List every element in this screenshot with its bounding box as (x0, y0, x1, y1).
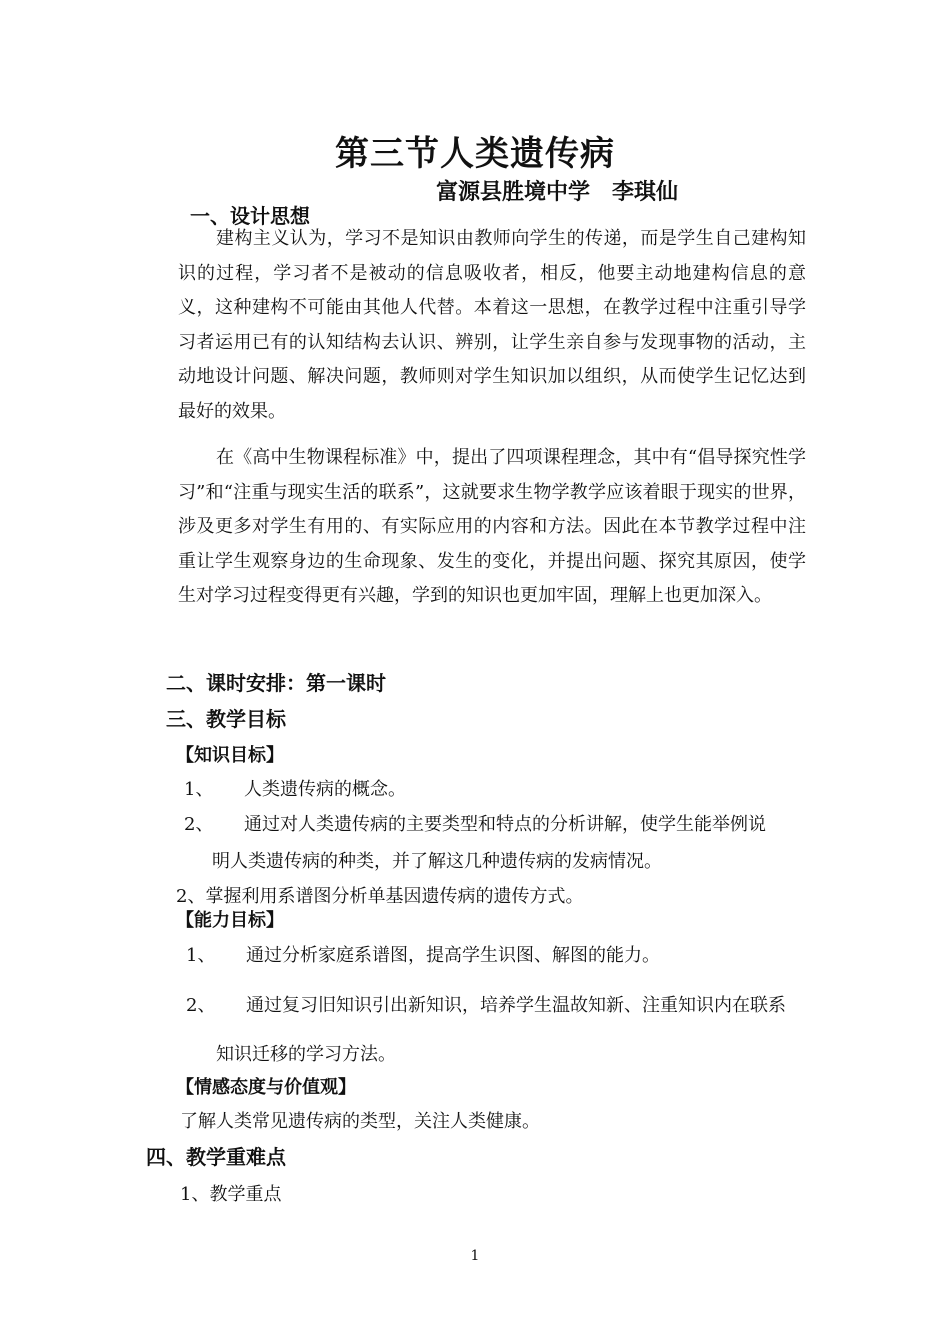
emotion-goals-label: 【情感态度与价值观】 (176, 1077, 356, 1098)
document-title: 第三节人类遗传病 (335, 134, 615, 174)
section-1-heading: 一、设计思想 (190, 204, 310, 228)
section-4-heading: 四、教学重难点 (146, 1145, 286, 1169)
ability-goals-label: 【能力目标】 (176, 910, 284, 931)
section-3-heading: 三、教学目标 (166, 707, 286, 731)
list-text: 人类遗传病的概念。 (244, 779, 406, 800)
author-line: 富源县胜境中学 李琪仙 (436, 180, 679, 205)
knowledge-item-1 (184, 775, 406, 801)
list-number: 1、 (186, 945, 216, 966)
list-number: 2、 (186, 995, 216, 1016)
knowledge-item-2 (184, 810, 766, 836)
section-4-item-1: 1、教学重点 (180, 1184, 282, 1205)
list-number: 2、 (184, 814, 214, 835)
knowledge-item-2-continued: 明人类遗传病的种类，并了解这几种遗传病的发病情况。 (212, 851, 662, 872)
ability-item-1 (186, 941, 660, 967)
page-number: 1 (470, 1248, 480, 1264)
section-2-heading: 二、课时安排：第一课时 (166, 671, 386, 695)
ability-item-2 (186, 991, 786, 1017)
list-text: 通过对人类遗传病的主要类型和特点的分析讲解，使学生能举例说 (244, 814, 766, 835)
knowledge-goals-label: 【知识目标】 (176, 745, 284, 766)
emotion-text: 了解人类常见遗传病的类型，关注人类健康。 (180, 1111, 540, 1132)
list-number: 1、 (184, 779, 214, 800)
list-text: 通过复习旧知识引出新知识，培养学生温故知新、注重知识内在联系 (246, 995, 786, 1016)
ability-item-2-continued: 知识迁移的学习方法。 (216, 1044, 396, 1065)
list-text: 通过分析家庭系谱图，提高学生识图、解图的能力。 (246, 945, 660, 966)
knowledge-item-3: 2、掌握利用系谱图分析单基因遗传病的遗传方式。 (176, 886, 584, 907)
section-1-paragraph-1: 建构主义认为，学习不是知识由教师向学生的传递，而是学生自己建构知识的过程，学习者不是被动的信息吸收者，相反，他要主动地建构信息的意义，这种建构不可能由其他人代替。本着这一思想，在教学过程中注重引导学习者运用已有的认知结构去认识、辨别，让学生亲自参与发现事物的活动，主动地设计问题、解决问题，教师则对学生知识加以组织，从而使学生记忆达到最好的效果。 (178, 228, 806, 422)
section-1-paragraph-2: 在《高中生物课程标准》中，提出了四项课程理念，其中有“倡导探究性学习”和“注重与现实生活的联系”，这就要求生物学教学应该着眼于现实的世界，涉及更多对学生有用的、有实际应用的内容和方法。因此在本节教学过程中注重让学生观察身边的生命现象、发生的变化，并提出问题、探究其原因，使学生对学习过程变得更有兴趣，学到的知识也更加牢固，理解上也更加深入。 (178, 447, 806, 606)
